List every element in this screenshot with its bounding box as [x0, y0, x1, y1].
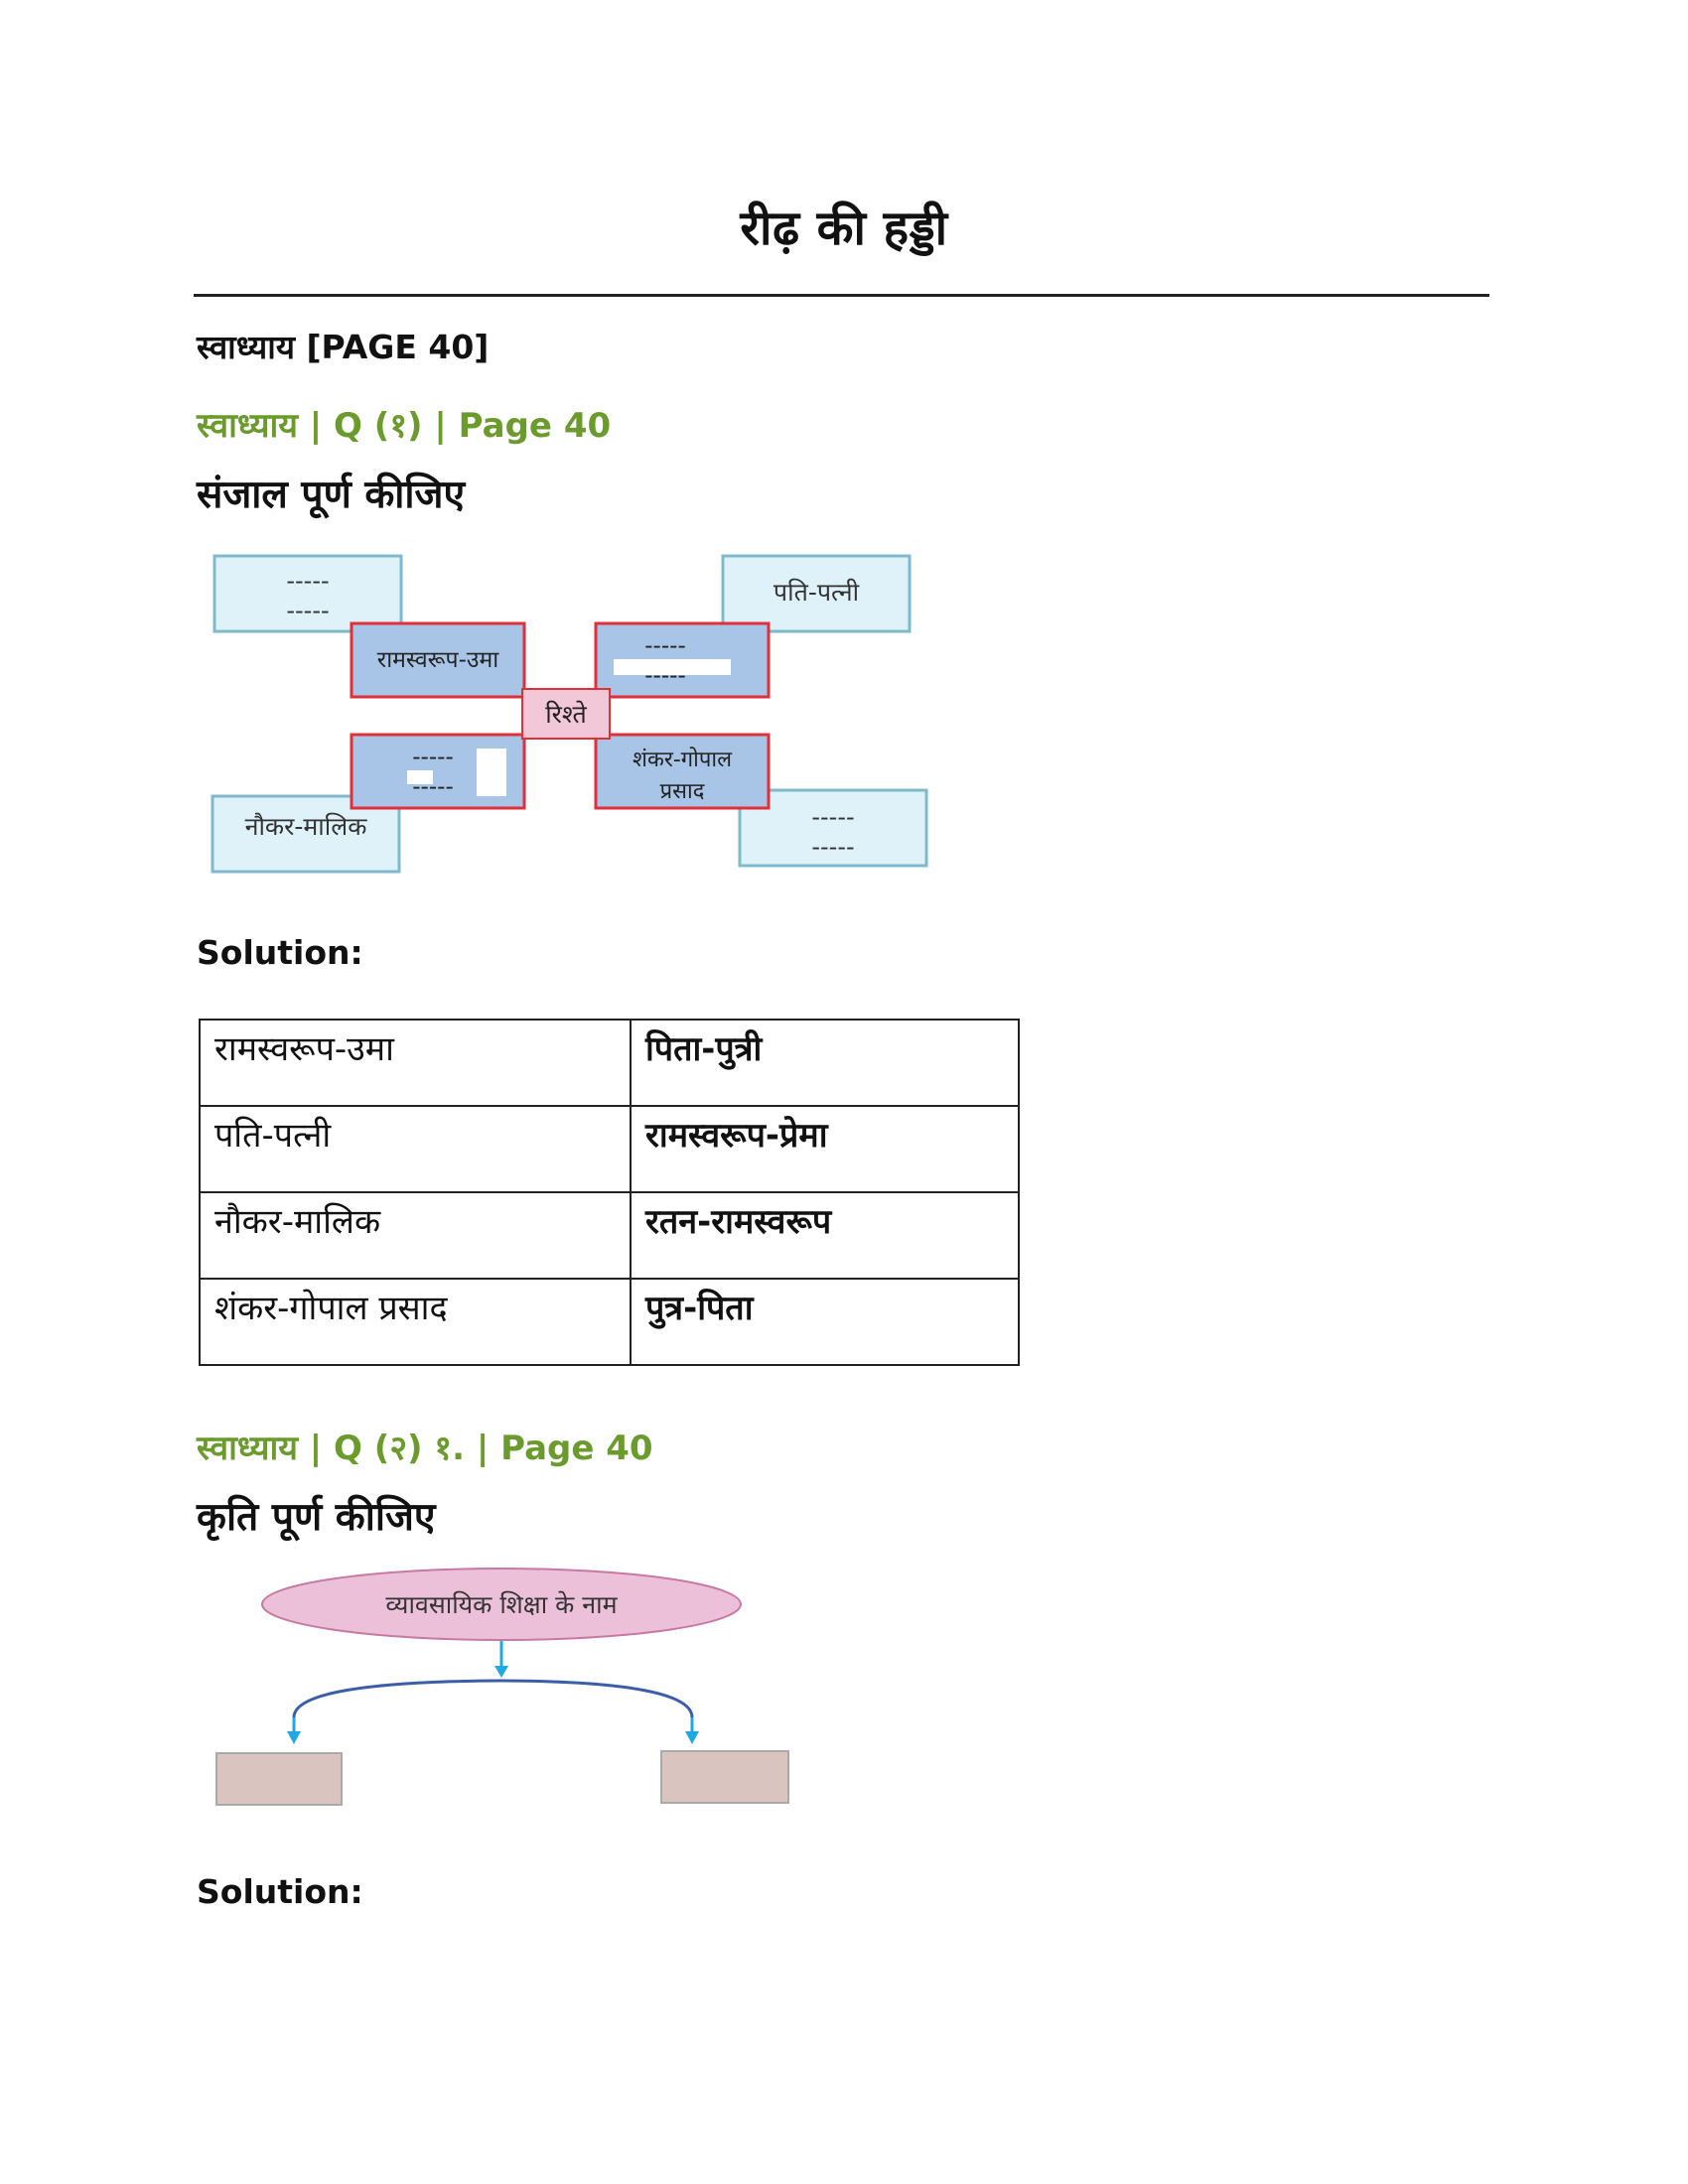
- table-cell-answer: रामस्वरूप-प्रेमा: [631, 1106, 1019, 1192]
- white-patch: [477, 749, 506, 796]
- inner-box-label-ramswaroop-uma: रामस्वरूप-उमा: [376, 647, 499, 673]
- title-divider: [194, 294, 1489, 297]
- table-cell-relation: नौकर-मालिक: [200, 1192, 631, 1279]
- table-row: [200, 1192, 1019, 1279]
- blank-dashes: -----: [644, 663, 686, 689]
- q2-instruction: कृति पूर्ण कीजिए: [197, 1495, 436, 1540]
- q2-heading[interactable]: स्वाध्याय | Q (२) १. | Page 40: [197, 1429, 653, 1468]
- arrowhead: [685, 1731, 699, 1744]
- table-row: [200, 1279, 1019, 1365]
- table-cell-answer: पिता-पुत्री: [631, 1020, 1019, 1106]
- page-title: रीढ़ की हड्डी: [740, 201, 948, 256]
- ellipse-label: व्यावसायिक शिक्षा के नाम: [385, 1590, 618, 1619]
- table-cell-relation: शंकर-गोपाल प्रसाद: [200, 1279, 631, 1365]
- q2-solution-label: Solution:: [197, 1872, 363, 1911]
- blank-dashes: -----: [412, 745, 454, 770]
- q2-flow-diagram: [199, 1559, 814, 1827]
- section-heading: स्वाध्याय [PAGE 40]: [197, 328, 490, 366]
- q1-relationship-web-diagram: [199, 544, 953, 882]
- blank-dashes: -----: [811, 803, 855, 831]
- table-row: [200, 1020, 1019, 1106]
- blank-dashes: -----: [286, 567, 330, 595]
- answer-box-right: [661, 1751, 788, 1803]
- arrowhead: [494, 1666, 508, 1678]
- outer-box-label-pati-patni: पति-पत्नी: [773, 578, 860, 607]
- outer-box-label-naukar-malik: नौकर-मालिक: [244, 812, 367, 841]
- answer-box-left: [216, 1753, 342, 1805]
- blank-dashes: -----: [286, 597, 330, 624]
- q1-solution-table: [199, 1019, 1020, 1366]
- center-label-rishte: रिश्ते: [545, 700, 587, 729]
- table-cell-answer: पुत्र-पिता: [631, 1279, 1019, 1365]
- table-cell-relation: पति-पत्नी: [200, 1106, 631, 1192]
- blank-dashes: -----: [644, 633, 686, 659]
- arrowhead: [287, 1731, 301, 1744]
- branch-curve: [294, 1681, 692, 1717]
- table-row: [200, 1106, 1019, 1192]
- q1-heading[interactable]: स्वाध्याय | Q (१) | Page 40: [197, 406, 612, 446]
- q1-instruction: संजाल पूर्ण कीजिए: [197, 473, 466, 517]
- table-cell-answer: रतन-रामस्वरूप: [631, 1192, 1019, 1279]
- table-cell-relation: रामस्वरूप-उमा: [200, 1020, 631, 1106]
- q1-solution-label: Solution:: [197, 933, 363, 972]
- inner-box-label-prasad: प्रसाद: [659, 779, 705, 804]
- blank-dashes: -----: [811, 833, 855, 861]
- inner-box-label-shankar-gopal: शंकर-गोपाल: [633, 748, 732, 772]
- blank-dashes: -----: [412, 774, 454, 800]
